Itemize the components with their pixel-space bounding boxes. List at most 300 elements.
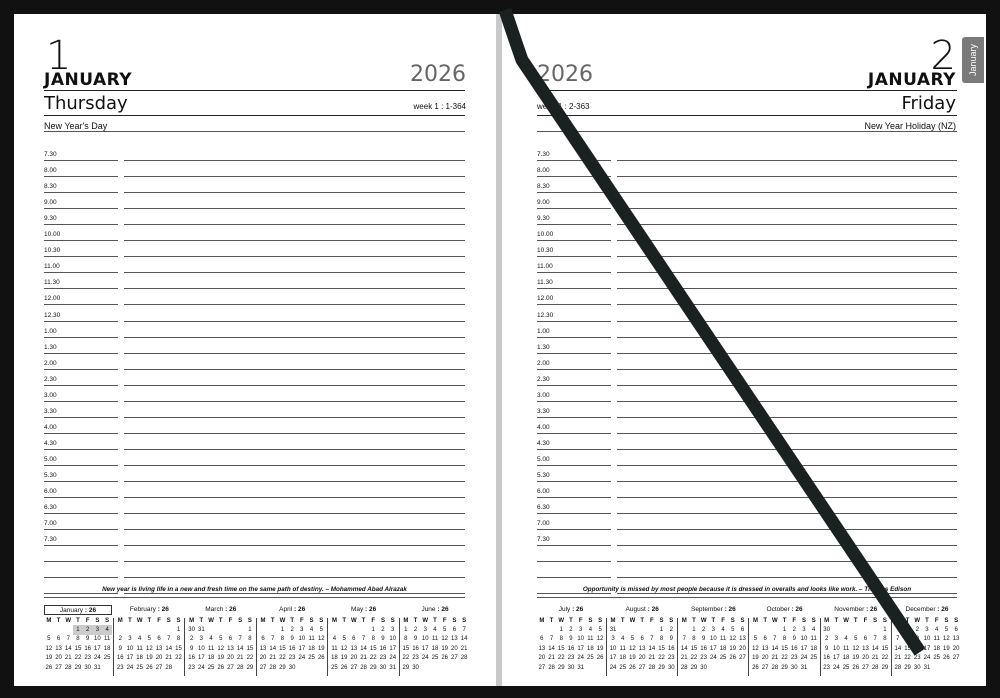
calendar-day-cell[interactable]: 20 (952, 645, 960, 652)
calendar-day-cell[interactable]: 30 (790, 664, 798, 671)
calendar-day-cell[interactable]: 20 (350, 655, 358, 662)
calendar-day-cell[interactable]: 9 (381, 636, 385, 643)
calendar-day-cell[interactable]: 22 (369, 655, 377, 662)
calendar-day-cell[interactable]: 29 (74, 664, 82, 671)
mini-calendar-october[interactable] (751, 605, 819, 672)
calendar-day-cell[interactable]: 14 (871, 645, 879, 652)
calendar-day-cell[interactable]: 25 (331, 664, 338, 671)
calendar-day-cell[interactable]: 27 (55, 664, 62, 671)
calendar-day-cell[interactable]: 18 (619, 655, 627, 662)
calendar-day-cell[interactable]: 18 (842, 655, 850, 662)
calendar-day-cell[interactable]: 11 (431, 636, 439, 643)
calendar-day-cell[interactable]: 9 (824, 645, 829, 652)
slot-writing-line[interactable] (124, 497, 465, 498)
calendar-day-cell[interactable]: 11 (587, 636, 594, 643)
calendar-day-cell[interactable]: 11 (810, 636, 817, 643)
calendar-day-cell[interactable]: 13 (350, 645, 358, 652)
calendar-day-cell[interactable]: 26 (596, 655, 604, 662)
calendar-day-cell[interactable]: 1 (73, 625, 83, 634)
calendar-day-cell[interactable]: 28 (360, 664, 367, 671)
calendar-day-cell[interactable]: 9 (85, 636, 90, 643)
calendar-day-cell[interactable]: 15 (658, 645, 665, 652)
calendar-day-cell[interactable]: 15 (881, 645, 889, 652)
calendar-day-cell[interactable]: 21 (680, 655, 688, 662)
calendar-day-cell[interactable]: 18 (719, 645, 727, 652)
calendar-day-cell[interactable]: 5 (944, 627, 949, 634)
slot-writing-line[interactable] (124, 481, 465, 482)
calendar-day-cell[interactable]: 27 (538, 664, 546, 671)
calendar-day-cell[interactable]: 23 (379, 655, 387, 662)
calendar-day-cell[interactable]: 16 (379, 645, 387, 652)
calendar-day-cell[interactable]: 21 (165, 655, 173, 662)
calendar-day-cell[interactable]: 29 (690, 664, 698, 671)
calendar-day-cell[interactable]: 23 (700, 655, 707, 662)
calendar-day-cell[interactable]: 3 (925, 627, 929, 634)
calendar-day-cell[interactable]: 9 (290, 636, 294, 643)
calendar-day-cell[interactable]: 20 (451, 645, 458, 652)
calendar-day-cell[interactable]: 14 (360, 645, 367, 652)
calendar-day-cell[interactable]: 31 (923, 664, 931, 671)
calendar-day-cell[interactable]: 15 (690, 645, 698, 652)
calendar-day-cell[interactable]: 27 (155, 664, 163, 671)
calendar-day-cell[interactable]: 18 (810, 645, 818, 652)
slot-writing-line[interactable] (617, 176, 957, 177)
calendar-day-cell[interactable]: 30 (379, 664, 387, 671)
slot-writing-line[interactable] (617, 272, 957, 273)
calendar-day-cell[interactable]: 30 (188, 627, 195, 634)
calendar-day-cell[interactable]: 12 (596, 636, 604, 643)
slot-writing-line[interactable] (124, 353, 465, 354)
calendar-day-cell[interactable]: 8 (176, 636, 181, 643)
calendar-day-cell[interactable]: 9 (915, 636, 919, 643)
calendar-day-cell[interactable]: 8 (371, 636, 375, 643)
calendar-day-cell[interactable]: 4 (588, 627, 593, 634)
calendar-day-cell[interactable]: 14 (771, 645, 779, 652)
calendar-day-cell[interactable]: 26 (340, 664, 348, 671)
calendar-day-cell[interactable]: 30 (700, 664, 707, 671)
calendar-day-cell[interactable]: 27 (862, 664, 869, 671)
slot-writing-line[interactable] (124, 401, 465, 402)
calendar-day-cell[interactable]: 2 (290, 627, 294, 634)
calendar-day-cell[interactable]: 5 (598, 627, 602, 634)
mini-calendar-september[interactable] (679, 605, 747, 672)
calendar-day-cell[interactable]: 21 (548, 655, 555, 662)
slot-writing-line[interactable] (617, 529, 957, 530)
slot-writing-line[interactable] (124, 577, 465, 578)
calendar-day-cell[interactable]: 19 (852, 655, 860, 662)
calendar-day-cell[interactable]: 13 (451, 636, 458, 643)
slot-writing-line[interactable] (617, 481, 957, 482)
calendar-day-cell[interactable]: 31 (94, 664, 101, 671)
calendar-day-cell[interactable]: 7 (66, 636, 70, 643)
slot-writing-line[interactable] (124, 208, 465, 209)
calendar-day-cell[interactable]: 5 (147, 636, 152, 643)
calendar-day-cell[interactable]: 5 (442, 627, 447, 634)
calendar-day-cell[interactable]: 20 (155, 655, 163, 662)
calendar-day-cell[interactable]: 22 (74, 655, 82, 662)
calendar-day-cell[interactable]: 4 (844, 636, 848, 643)
calendar-day-cell[interactable]: 26 (752, 664, 759, 671)
mini-calendar-february[interactable] (115, 605, 183, 672)
calendar-day-cell[interactable]: 21 (360, 655, 367, 662)
calendar-day-cell[interactable]: 2 (915, 627, 919, 634)
calendar-day-cell[interactable]: 9 (118, 645, 122, 652)
calendar-day-cell[interactable]: 20 (227, 655, 234, 662)
calendar-day-cell[interactable]: 20 (862, 655, 869, 662)
calendar-day-cell[interactable]: 25 (207, 664, 215, 671)
calendar-day-cell[interactable]: 17 (833, 655, 840, 662)
calendar-day-cell[interactable]: 28 (648, 664, 656, 671)
calendar-day-cell[interactable]: 7 (773, 636, 777, 643)
calendar-day-cell[interactable]: 27 (350, 664, 358, 671)
slot-writing-line[interactable] (617, 208, 957, 209)
calendar-day-cell[interactable]: 14 (269, 645, 277, 652)
calendar-day-cell[interactable]: 19 (752, 655, 759, 662)
calendar-day-cell[interactable]: 1 (905, 627, 910, 634)
calendar-day-cell[interactable]: 16 (700, 645, 707, 652)
calendar-day-cell[interactable]: 8 (248, 636, 252, 643)
calendar-day-cell[interactable]: 6 (640, 636, 644, 643)
calendar-day-cell[interactable]: 17 (389, 645, 397, 652)
calendar-day-cell[interactable]: 10 (94, 636, 101, 643)
calendar-day-cell[interactable]: 13 (259, 645, 267, 652)
slot-writing-line[interactable] (617, 465, 957, 466)
calendar-day-cell[interactable]: 22 (557, 655, 565, 662)
calendar-day-cell[interactable]: 31 (389, 664, 397, 671)
calendar-day-cell[interactable]: 17 (577, 645, 584, 652)
mini-calendar-may[interactable] (330, 605, 398, 672)
calendar-day-cell[interactable]: 26 (441, 655, 448, 662)
slot-writing-line[interactable] (124, 321, 465, 322)
calendar-day-cell[interactable]: 14 (64, 645, 72, 652)
calendar-day-cell[interactable]: 8 (76, 636, 80, 643)
calendar-day-cell[interactable]: 25 (842, 664, 850, 671)
slot-writing-line[interactable] (124, 433, 465, 434)
calendar-day-cell[interactable]: 30 (823, 627, 830, 634)
calendar-day-cell[interactable]: 10 (800, 636, 808, 643)
calendar-day-cell[interactable]: 31 (577, 664, 584, 671)
calendar-day-cell[interactable]: 29 (402, 664, 410, 671)
calendar-day-cell[interactable]: 30 (84, 664, 91, 671)
calendar-day-cell[interactable]: 21 (894, 655, 902, 662)
calendar-day-cell[interactable]: 22 (658, 655, 665, 662)
calendar-day-cell[interactable]: 15 (904, 645, 911, 652)
calendar-day-cell[interactable]: 23 (567, 655, 575, 662)
calendar-day-cell[interactable]: 20 (739, 645, 746, 652)
calendar-day-cell[interactable]: 4 (102, 625, 112, 634)
slot-writing-line[interactable] (617, 497, 957, 498)
calendar-day-cell[interactable]: 20 (55, 655, 62, 662)
calendar-day-cell[interactable]: 25 (810, 655, 818, 662)
calendar-day-cell[interactable]: 16 (567, 645, 575, 652)
calendar-day-cell[interactable]: 5 (630, 636, 635, 643)
calendar-day-cell[interactable]: 27 (761, 664, 769, 671)
calendar-day-cell[interactable]: 14 (548, 645, 555, 652)
calendar-day-cell[interactable]: 9 (569, 636, 573, 643)
slot-writing-line[interactable] (124, 561, 465, 562)
calendar-day-cell[interactable]: 26 (217, 664, 225, 671)
calendar-day-cell[interactable]: 19 (45, 655, 53, 662)
calendar-day-cell[interactable]: 17 (198, 655, 205, 662)
calendar-day-cell[interactable]: 10 (198, 645, 205, 652)
calendar-day-cell[interactable]: 24 (923, 655, 931, 662)
calendar-day-cell[interactable]: 19 (317, 645, 325, 652)
calendar-day-cell[interactable]: 18 (103, 645, 111, 652)
slot-writing-line[interactable] (617, 160, 957, 161)
calendar-day-cell[interactable]: 13 (538, 645, 546, 652)
calendar-day-cell[interactable]: 21 (648, 655, 656, 662)
calendar-day-cell[interactable]: 5 (753, 636, 758, 643)
slot-writing-line[interactable] (124, 256, 465, 257)
calendar-day-cell[interactable]: 19 (596, 645, 604, 652)
calendar-day-cell[interactable]: 8 (404, 636, 408, 643)
calendar-day-cell[interactable]: 12 (45, 645, 53, 652)
calendar-day-cell[interactable]: 19 (340, 655, 348, 662)
calendar-day-cell[interactable]: 26 (45, 664, 53, 671)
calendar-day-cell[interactable]: 17 (126, 655, 134, 662)
calendar-day-cell[interactable]: 5 (854, 636, 858, 643)
calendar-day-cell[interactable]: 11 (103, 636, 111, 643)
calendar-day-cell[interactable]: 14 (680, 645, 688, 652)
calendar-day-cell[interactable]: 28 (680, 664, 688, 671)
calendar-day-cell[interactable]: 29 (781, 664, 788, 671)
calendar-day-cell[interactable]: 27 (952, 655, 960, 662)
calendar-day-cell[interactable]: 2 (413, 627, 418, 634)
calendar-day-cell[interactable]: 18 (587, 645, 594, 652)
calendar-day-cell[interactable]: 14 (236, 645, 244, 652)
calendar-day-cell[interactable]: 6 (352, 636, 356, 643)
calendar-day-cell[interactable]: 22 (881, 655, 889, 662)
calendar-day-cell[interactable]: 2 (189, 636, 194, 643)
slot-writing-line[interactable] (124, 449, 465, 450)
mini-calendar-december[interactable] (893, 605, 961, 672)
calendar-day-cell[interactable]: 22 (279, 655, 286, 662)
calendar-day-cell[interactable]: 1 (371, 627, 375, 634)
calendar-day-cell[interactable]: 15 (279, 645, 286, 652)
calendar-day-cell[interactable]: 9 (669, 636, 673, 643)
slot-writing-line[interactable] (124, 513, 465, 514)
calendar-day-cell[interactable]: 16 (288, 645, 296, 652)
slot-writing-line[interactable] (124, 465, 465, 466)
calendar-day-cell[interactable]: 16 (823, 655, 830, 662)
mini-calendar-april[interactable] (258, 605, 326, 672)
calendar-day-cell[interactable]: 17 (800, 645, 808, 652)
calendar-day-cell[interactable]: 18 (331, 655, 338, 662)
slot-writing-line[interactable] (124, 304, 465, 305)
slot-writing-line[interactable] (124, 369, 465, 370)
calendar-day-cell[interactable]: 19 (729, 645, 737, 652)
slot-writing-line[interactable] (124, 529, 465, 530)
calendar-day-cell[interactable]: 13 (155, 645, 163, 652)
calendar-day-cell[interactable]: 6 (863, 636, 868, 643)
calendar-day-cell[interactable]: 6 (452, 627, 457, 634)
calendar-day-cell[interactable]: 1 (404, 627, 408, 634)
calendar-day-cell[interactable]: 24 (126, 664, 134, 671)
calendar-day-cell[interactable]: 10 (609, 645, 617, 652)
calendar-day-cell[interactable]: 10 (421, 636, 429, 643)
calendar-day-cell[interactable]: 18 (431, 645, 439, 652)
calendar-day-cell[interactable]: 16 (667, 645, 675, 652)
calendar-day-cell[interactable]: 12 (441, 636, 448, 643)
calendar-day-cell[interactable]: 27 (739, 655, 746, 662)
calendar-day-cell[interactable]: 23 (188, 664, 195, 671)
calendar-day-cell[interactable]: 24 (833, 664, 840, 671)
slot-writing-line[interactable] (617, 321, 957, 322)
calendar-day-cell[interactable]: 29 (246, 664, 254, 671)
calendar-day-cell[interactable]: 19 (217, 655, 225, 662)
calendar-day-cell[interactable]: 7 (361, 636, 366, 643)
calendar-day-cell[interactable]: 20 (259, 655, 267, 662)
slot-writing-line[interactable] (124, 593, 465, 594)
calendar-day-cell[interactable]: 16 (412, 645, 419, 652)
calendar-day-cell[interactable]: 8 (659, 636, 664, 643)
calendar-day-cell[interactable]: 3 (199, 636, 204, 643)
calendar-day-cell[interactable]: 5 (47, 636, 51, 643)
calendar-day-cell[interactable]: 4 (721, 627, 725, 634)
slot-writing-line[interactable] (124, 160, 465, 161)
calendar-day-cell[interactable]: 7 (682, 636, 686, 643)
calendar-day-cell[interactable]: 11 (719, 636, 727, 643)
calendar-day-cell[interactable]: 8 (905, 636, 910, 643)
calendar-day-cell[interactable]: 4 (812, 627, 816, 634)
calendar-day-cell[interactable]: 8 (559, 636, 563, 643)
calendar-day-cell[interactable]: 16 (913, 645, 921, 652)
calendar-day-cell[interactable]: 18 (308, 645, 315, 652)
calendar-day-cell[interactable]: 11 (331, 645, 338, 652)
calendar-day-cell[interactable]: 19 (629, 655, 636, 662)
calendar-day-cell[interactable]: 7 (873, 636, 877, 643)
calendar-day-cell[interactable]: 17 (421, 645, 429, 652)
calendar-day-cell[interactable]: 6 (540, 636, 544, 643)
calendar-day-cell[interactable]: 21 (236, 655, 244, 662)
slot-writing-line[interactable] (617, 385, 957, 386)
calendar-day-cell[interactable]: 9 (413, 636, 418, 643)
calendar-day-cell[interactable]: 3 (711, 627, 716, 634)
calendar-day-cell[interactable]: 10 (923, 636, 931, 643)
calendar-day-cell[interactable]: 27 (451, 655, 458, 662)
calendar-day-cell[interactable]: 31 (800, 664, 808, 671)
calendar-day-cell[interactable]: 13 (952, 636, 960, 643)
calendar-day-cell[interactable]: 16 (188, 655, 195, 662)
calendar-day-cell[interactable]: 12 (629, 645, 636, 652)
calendar-day-cell[interactable]: 17 (609, 655, 617, 662)
calendar-day-cell[interactable]: 22 (402, 655, 410, 662)
calendar-day-cell[interactable]: 13 (638, 645, 646, 652)
calendar-day-cell[interactable]: 3 (128, 636, 132, 643)
calendar-day-cell[interactable]: 29 (557, 664, 565, 671)
calendar-day-cell[interactable]: 1 (659, 627, 664, 634)
month-index-tab[interactable] (962, 37, 984, 83)
slot-writing-line[interactable] (617, 304, 957, 305)
calendar-day-cell[interactable]: 13 (227, 645, 234, 652)
slot-writing-line[interactable] (124, 176, 465, 177)
calendar-day-cell[interactable]: 24 (577, 655, 584, 662)
calendar-day-cell[interactable]: 15 (74, 645, 82, 652)
calendar-day-cell[interactable]: 28 (771, 664, 779, 671)
calendar-day-cell[interactable]: 18 (207, 655, 215, 662)
slot-writing-line[interactable] (617, 401, 957, 402)
calendar-day-cell[interactable]: 7 (650, 636, 654, 643)
calendar-day-cell[interactable]: 10 (577, 636, 584, 643)
calendar-day-cell[interactable]: 8 (883, 636, 887, 643)
calendar-day-cell[interactable]: 23 (84, 655, 91, 662)
calendar-day-cell[interactable]: 25 (933, 655, 940, 662)
calendar-day-cell[interactable]: 1 (883, 627, 887, 634)
calendar-day-cell[interactable]: 3 (611, 636, 615, 643)
calendar-day-cell[interactable]: 15 (175, 645, 182, 652)
calendar-day-cell[interactable]: 6 (740, 627, 745, 634)
calendar-day-cell[interactable]: 28 (64, 664, 72, 671)
calendar-day-cell[interactable]: 26 (629, 664, 636, 671)
slot-writing-line[interactable] (124, 272, 465, 273)
calendar-day-cell[interactable]: 26 (943, 655, 950, 662)
calendar-day-cell[interactable]: 25 (308, 655, 315, 662)
calendar-day-cell[interactable]: 30 (567, 664, 575, 671)
calendar-day-cell[interactable]: 25 (719, 655, 727, 662)
calendar-day-cell[interactable]: 21 (269, 655, 277, 662)
slot-writing-line[interactable] (617, 337, 957, 338)
calendar-day-cell[interactable]: 23 (790, 655, 798, 662)
calendar-day-cell[interactable]: 1 (559, 627, 563, 634)
calendar-day-cell[interactable]: 10 (298, 636, 306, 643)
calendar-day-cell[interactable]: 9 (701, 636, 706, 643)
calendar-day-cell[interactable]: 15 (557, 645, 565, 652)
calendar-day-cell[interactable]: 23 (823, 664, 830, 671)
calendar-day-cell[interactable]: 23 (412, 655, 419, 662)
calendar-day-cell[interactable]: 31 (609, 627, 617, 634)
calendar-day-cell[interactable]: 9 (792, 636, 796, 643)
slot-writing-line[interactable] (617, 417, 957, 418)
calendar-day-cell[interactable]: 11 (619, 645, 626, 652)
calendar-day-cell[interactable]: 7 (238, 636, 242, 643)
calendar-day-cell[interactable]: 6 (763, 636, 767, 643)
slot-writing-line[interactable] (124, 417, 465, 418)
calendar-day-cell[interactable]: 25 (136, 664, 143, 671)
calendar-day-cell[interactable]: 16 (84, 645, 91, 652)
calendar-day-cell[interactable]: 4 (137, 636, 142, 643)
calendar-day-cell[interactable]: 25 (431, 655, 439, 662)
calendar-day-cell[interactable]: 2 (792, 627, 796, 634)
calendar-day-cell[interactable]: 7 (167, 636, 171, 643)
calendar-day-cell[interactable]: 22 (781, 655, 788, 662)
calendar-day-cell[interactable]: 3 (300, 627, 304, 634)
calendar-day-cell[interactable]: 28 (269, 664, 277, 671)
calendar-day-cell[interactable]: 15 (781, 645, 788, 652)
calendar-day-cell[interactable]: 22 (175, 655, 182, 662)
calendar-day-cell[interactable]: 4 (209, 636, 213, 643)
calendar-day-cell[interactable]: 19 (943, 645, 950, 652)
calendar-day-cell[interactable]: 6 (157, 636, 161, 643)
calendar-day-cell[interactable]: 2 (381, 627, 385, 634)
calendar-day-cell[interactable]: 24 (198, 664, 205, 671)
slot-writing-line[interactable] (124, 288, 465, 289)
calendar-day-cell[interactable]: 12 (852, 645, 860, 652)
calendar-day-cell[interactable]: 29 (369, 664, 377, 671)
calendar-day-cell[interactable]: 6 (261, 636, 265, 643)
calendar-day-cell[interactable]: 24 (421, 655, 429, 662)
calendar-day-cell[interactable]: 12 (752, 645, 759, 652)
calendar-day-cell[interactable]: 21 (771, 655, 779, 662)
calendar-day-cell[interactable]: 3 (93, 625, 103, 634)
calendar-day-cell[interactable]: 19 (146, 655, 153, 662)
calendar-day-cell[interactable]: 24 (800, 655, 808, 662)
calendar-day-cell[interactable]: 13 (739, 636, 746, 643)
calendar-day-cell[interactable]: 2 (669, 627, 673, 634)
mini-calendar-march[interactable] (187, 605, 255, 672)
calendar-day-cell[interactable]: 3 (802, 627, 806, 634)
calendar-day-cell[interactable]: 27 (638, 664, 646, 671)
calendar-day-cell[interactable]: 28 (894, 664, 902, 671)
